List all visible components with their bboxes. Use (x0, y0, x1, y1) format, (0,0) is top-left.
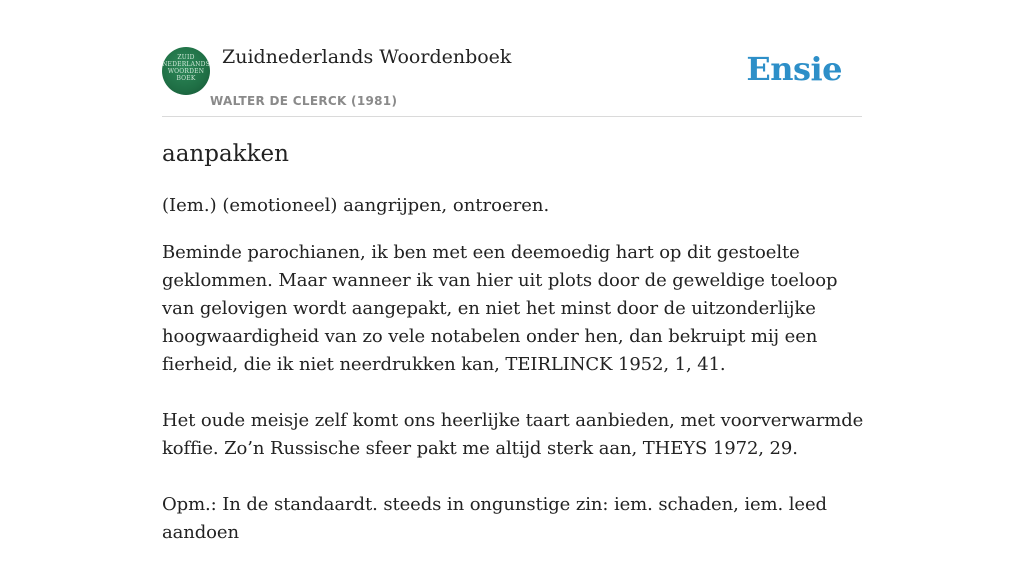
brand-logo-link[interactable]: Ensie (746, 50, 842, 88)
logo-lettering (162, 54, 210, 82)
example-quote: Beminde parochianen, ik ben met een deemoedig hart op dit gestoelte geklommen. Maar wanneer ik van hier uit plots door de geweldige toeloop van gelovigen wordt aangepakt, en niet het minst door de uitzonderlijke hoogwaardigheid van zo vele notabelen onder hen, dan bekruipt mij een fierheid, die ik niet neerdrukken kan, TEIRLINCK 1952, 1, 41. (162, 242, 838, 375)
dictionary-logo[interactable] (162, 47, 210, 95)
dictionary-title[interactable]: Zuidnederlands Woordenboek (222, 46, 512, 68)
logo-line: ZUID (177, 54, 195, 61)
example-quote: Het oude meisje zelf komt ons heerlijke taart aanbieden, met voorverwarmde koffie. Zo’n Russische sfeer pakt me altijd sterk aan, THEYS 1972, 29. (162, 410, 864, 459)
logo-line: NEDERLANDS (162, 61, 210, 68)
entry-definition: (Iem.) (emotioneel) aangrijpen, ontroeren. (162, 195, 550, 216)
entry-term: aanpakken (162, 141, 289, 167)
usage-note: Opm.: In de standaardt. steeds in ongunstige zin: iem. schaden, iem. leed aandoen (162, 494, 827, 543)
header (162, 40, 862, 117)
dictionary-author: WALTER DE CLERCK (1981) (210, 94, 398, 108)
logo-line: BOEK (176, 75, 196, 82)
logo-line: WOORDEN (167, 68, 205, 75)
entry-content (162, 136, 868, 575)
